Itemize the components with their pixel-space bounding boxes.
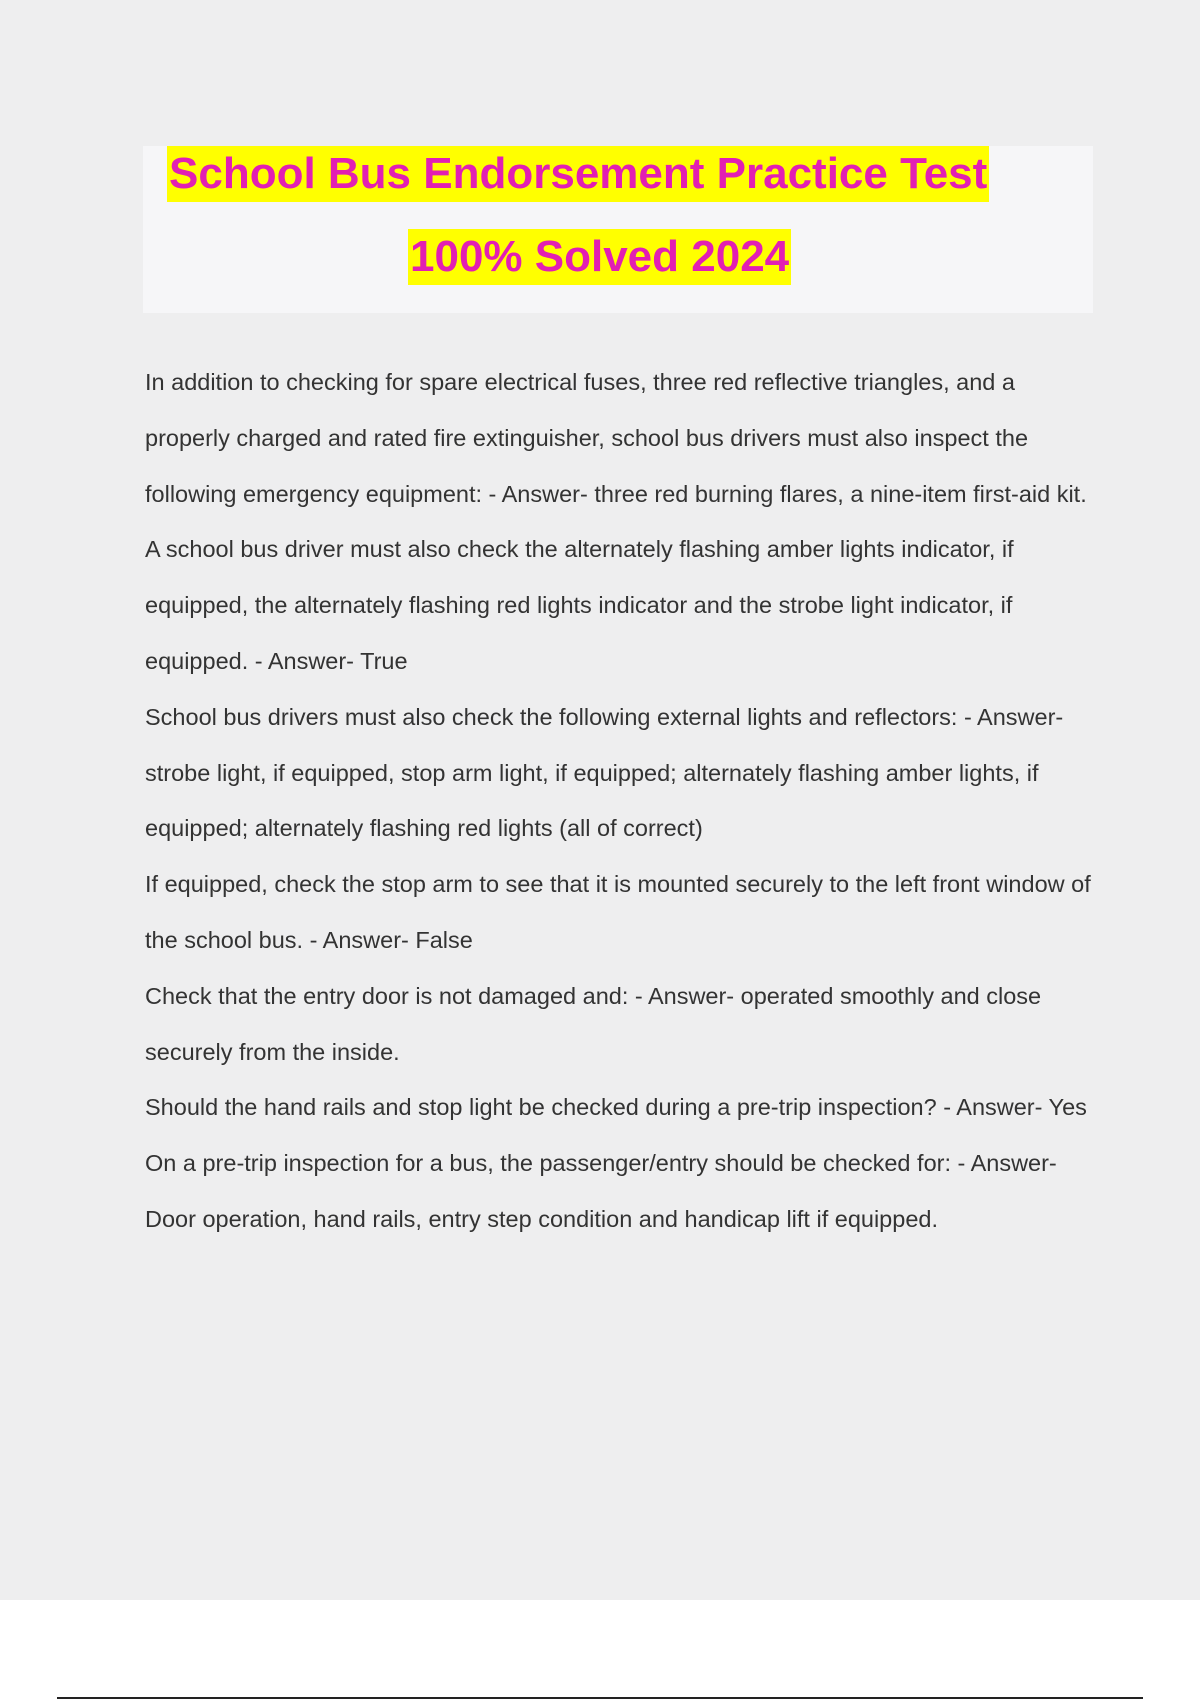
qa-entry-hand-rails: Should the hand rails and stop light be checked during a pre-trip inspection? - Answer- Yes xyxy=(145,1094,1087,1121)
title-block xyxy=(143,146,1093,313)
qa-entry-passenger-entry: On a pre-trip inspection for a bus, the passenger/entry should be checked for: - Answer- Door operation, hand rails, entry step condition and handicap lift if equipped. xyxy=(145,1150,1057,1232)
question-answer-list xyxy=(145,355,1095,1248)
qa-entry-entry-door: Check that the entry door is not damaged and: - Answer- operated smoothly and close securely from the inside. xyxy=(145,982,1042,1065)
qa-entry-stop-arm: If equipped, check the stop arm to see that it is mounted securely to the left front window of the school bus. - Answer- False xyxy=(145,871,1091,953)
qa-entry-external-lights: School bus drivers must also check the following external lights and reflectors: - Answer- strobe light, if equipped, stop arm light, if equipped; alternately flashing amber lights, if equipped; alternately flashing red lights (all of correct) xyxy=(145,703,1064,842)
qa-entry-light-indicators: A school bus driver must also check the alternately flashing amber lights indicator, if equipped, the alternately flashing red lights indicator and the strobe light indicator, if equipped. - Answer- True xyxy=(145,536,1014,674)
footer-divider xyxy=(57,1697,1143,1699)
title-line-1: School Bus Endorsement Practice Test xyxy=(167,146,989,202)
title-line-2: 100% Solved 2024 xyxy=(408,229,791,285)
qa-entry-emergency-equipment: In addition to checking for spare electrical fuses, three red reflective triangles, and a properly charged and rated fire extinguisher, school bus drivers must also inspect the following emergency equipment: - Answer- three red burning flares, a nine-item first-aid kit. xyxy=(145,369,1087,507)
